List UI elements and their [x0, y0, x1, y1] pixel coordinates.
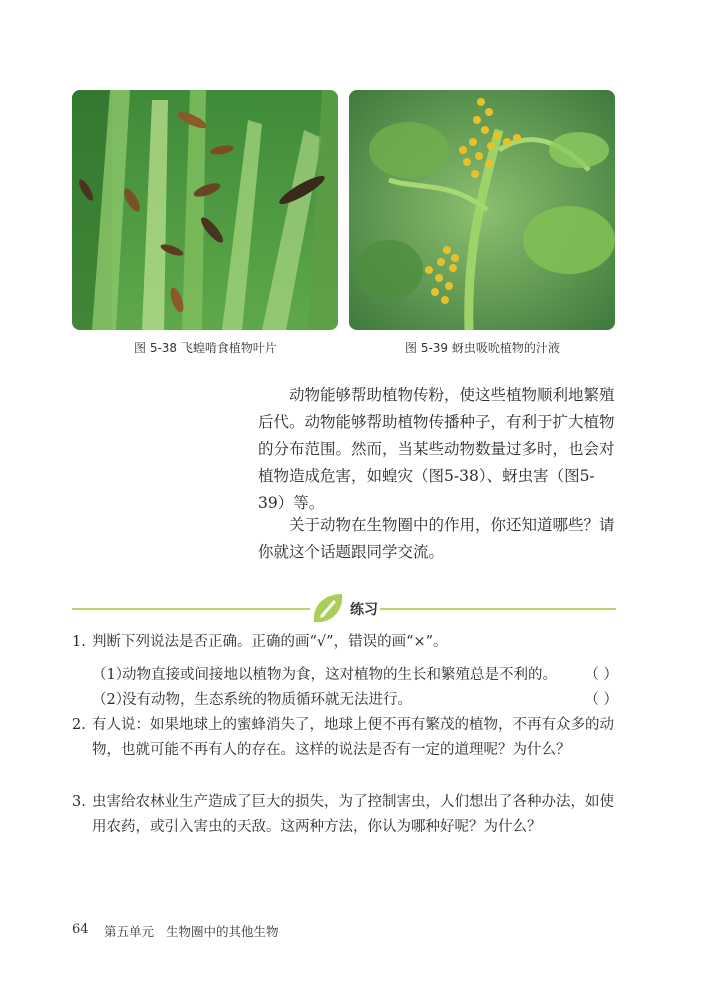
question-number: 1. — [72, 634, 86, 650]
page-number: 64 — [72, 922, 89, 937]
item-label: （1） — [92, 667, 131, 683]
figure-caption-right: 图 5-39 蚜虫吸吮植物的汁液 — [405, 341, 560, 355]
aphid-photo — [349, 90, 615, 330]
pencil-leaf-icon — [310, 592, 346, 626]
question-text: 虫害给农林业生产造成了巨大的损失，为了控制害虫，人们想出了各种办法，如使用农药，或引入害虫的天敌。这两种方法，你认为哪种好呢？为什么？ — [92, 794, 614, 835]
figure-caption-left: 图 5-38 飞蝗啃食植物叶片 — [134, 341, 277, 355]
question-number: 3. — [72, 794, 86, 810]
paragraph-text: 关于动物在生物圈中的作用，你还知道哪些？请你就这个话题跟同学交流。 — [258, 516, 615, 561]
question-2 — [72, 713, 620, 763]
question-text: 判断下列说法是否正确。正确的画“√”，错误的画“×”。 — [92, 634, 448, 650]
footer-unit: 第五单元 — [104, 924, 155, 939]
question-number: 2. — [72, 717, 86, 733]
question-1 — [72, 630, 620, 655]
locust-photo — [72, 90, 338, 330]
body-paragraph-2 — [258, 512, 618, 566]
answer-blank[interactable]: （ ） — [584, 667, 618, 683]
body-paragraph-1 — [258, 382, 618, 517]
exercise-divider-right — [380, 608, 616, 610]
paragraph-text: 动物能够帮助植物传粉，使这些植物顺利地繁殖后代。动物能够帮助植物传播种子，有利于扩大植物的分布范围。然而，当某些动物数量过多时，也会对植物造成危害，如蝗灾（图5-38）、蚜虫害（图5-39）等。 — [258, 386, 615, 512]
question-text: 有人说：如果地球上的蜜蜂消失了，地球上便不再有繁茂的植物，不再有众多的动物，也就可能不再有人的存在。这样的说法是否有一定的道理呢？为什么？ — [92, 717, 614, 758]
answer-blank[interactable]: （ ） — [584, 692, 618, 708]
exercise-title: 练习 — [350, 602, 378, 618]
footer-title: 生物圈中的其他生物 — [166, 924, 279, 939]
question-3 — [72, 790, 620, 840]
item-text: 动物直接或间接地以植物为食，这对植物的生长和繁殖总是不利的。 — [122, 667, 557, 683]
item-text: 没有动物，生态系统的物质循环就无法进行。 — [122, 692, 412, 708]
item-label: （2） — [92, 692, 131, 708]
exercise-divider-left — [72, 608, 310, 610]
